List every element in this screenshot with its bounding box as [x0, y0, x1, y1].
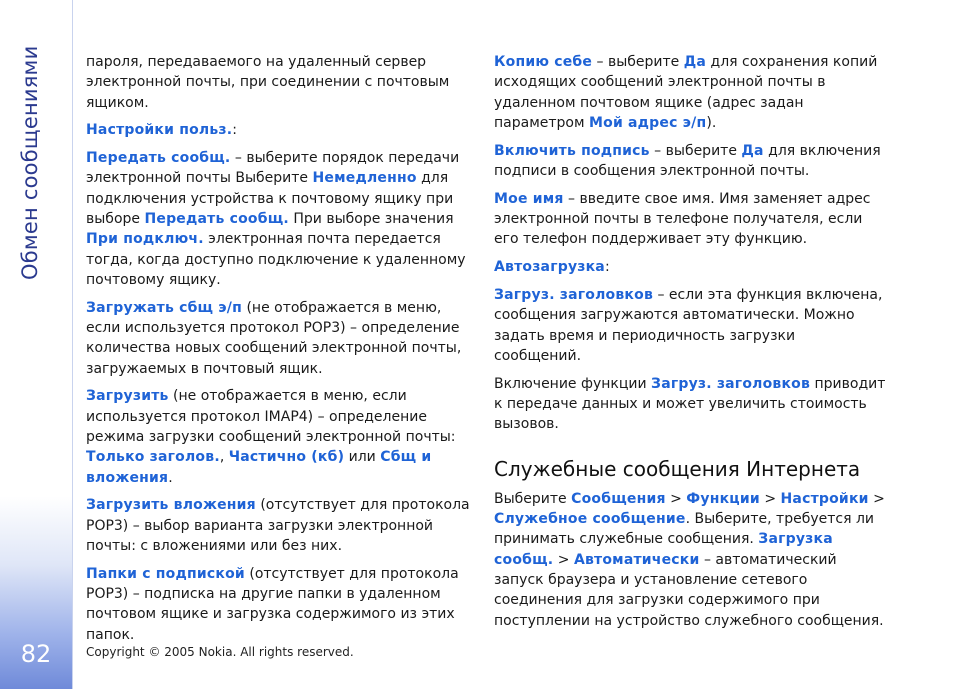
menu-term: Загруз. заголовков	[651, 375, 811, 392]
menu-term: Загружать сбщ э/п	[86, 299, 242, 316]
paragraph-text: (не отображается в меню, если используется протокол IMAP4) – определение режима загрузки сообщений электронной почты:	[86, 388, 456, 446]
paragraph-text: – если эта функция включена, сообщения загружаются автоматически. Можно задать время и периодичность загрузки сообщений.	[494, 286, 883, 364]
menu-term: Загруз. заголовков	[494, 286, 654, 303]
paragraph-text: .	[168, 469, 173, 486]
paragraph-text: >	[553, 551, 574, 568]
menu-term: Да	[741, 142, 764, 159]
section-heading: Служебные сообщения Интернета	[494, 456, 861, 481]
menu-term: Копию себе	[494, 54, 593, 70]
paragraph-text: для включения подписи в сообщения электронной почты.	[494, 142, 881, 179]
paragraph	[86, 298, 471, 379]
paragraph	[86, 564, 471, 645]
menu-term: Загрузить	[86, 388, 169, 405]
menu-term: Передать сообщ.	[144, 211, 289, 228]
paragraph	[86, 52, 471, 113]
menu-term: Немедленно	[312, 170, 417, 187]
paragraph-text: или	[344, 449, 381, 466]
paragraph	[494, 257, 886, 277]
menu-term: Сбщ и вложения	[86, 449, 432, 486]
menu-term: Автозагрузка	[494, 259, 605, 276]
menu-term: Передать сообщ.	[86, 150, 231, 167]
menu-term: Функции	[686, 490, 760, 507]
menu-term: Загрузка сообщ.	[494, 531, 833, 568]
menu-term: Мое имя	[494, 190, 564, 207]
paragraph-text: (отсутствует для протокола POP3) – выбор варианта загрузки электронной почты: с вложениями или без них.	[86, 497, 470, 555]
paragraph	[86, 120, 471, 140]
paragraph	[494, 374, 886, 435]
paragraph-text: ).	[706, 114, 717, 131]
paragraph-text: – введите свое имя. Имя заменяет адрес электронной почты в телефоне получателя, если его телефон поддерживает эту функцию.	[494, 190, 871, 248]
paragraph-text: При выборе значения	[288, 211, 454, 228]
section-title: Обмен сообщениями	[18, 45, 42, 280]
menu-term: Сообщения	[571, 490, 666, 507]
paragraph	[86, 386, 471, 487]
paragraph	[494, 141, 886, 182]
menu-term: Включить подпись	[494, 142, 650, 159]
left-column	[86, 52, 471, 653]
paragraph-text: Включение функции	[494, 375, 652, 392]
paragraph	[86, 148, 471, 290]
paragraph	[494, 52, 886, 133]
paragraph-text: (не отображается в меню, если используется протокол POP3) – определение количества новых сообщений электронной почты, загружаемых в почтовый ящик.	[86, 299, 462, 377]
menu-term: Настройки польз.	[86, 122, 233, 139]
paragraph-text: – выберите	[649, 142, 742, 159]
paragraph-text: приводит к передаче данных и может увеличить стоимость вызовов.	[494, 375, 886, 433]
paragraph-text: :	[604, 259, 610, 276]
paragraph-text: – выберите порядок передачи электронной почты Выберите	[86, 150, 460, 187]
menu-term: Мой адрес э/п	[589, 114, 707, 131]
menu-term: Загрузить вложения	[86, 497, 256, 514]
sidebar	[0, 0, 73, 689]
paragraph-text: ,	[219, 449, 229, 466]
right-column	[494, 52, 886, 638]
menu-term: Автоматически	[573, 551, 700, 568]
paragraph	[494, 189, 886, 250]
menu-term: Служебное сообщение	[494, 511, 686, 528]
paragraph-text: – выберите	[592, 54, 684, 70]
paragraph-text: для подключения устройства к почтовому ящику при выборе	[86, 170, 454, 228]
menu-term: Настройки	[780, 490, 869, 507]
menu-term: Папки с подпиской	[86, 565, 245, 582]
paragraph-text: пароля, передаваемого на удаленный сервер электронной почты, при соединении с почтовым ящиком.	[86, 54, 450, 111]
paragraph-text: . Выберите, требуется ли принимать служебные сообщения.	[494, 511, 874, 548]
paragraph-text: Выберите	[494, 490, 572, 507]
paragraph-text: :	[232, 122, 237, 139]
paragraph-text: – автоматический запуск браузера и установление сетевого соединения для загрузки содержимого при поступлении на устройство служебного сообщения.	[494, 551, 884, 629]
paragraph	[86, 495, 471, 556]
copyright-footer: Copyright © 2005 Nokia. All rights reserved.	[86, 645, 354, 659]
menu-term: При подключ.	[86, 231, 204, 248]
paragraph-text: >	[665, 490, 687, 507]
paragraph	[494, 285, 886, 366]
paragraph-text: >	[868, 490, 885, 507]
paragraph-text: электронная почта передается тогда, когда доступно подключение к удаленному почтовому ящику.	[86, 231, 466, 288]
menu-term: Да	[683, 54, 707, 70]
paragraph-text: для сохранения копий исходящих сообщений электронной почты в удаленном почтовом ящике (адрес задан параметром	[494, 54, 878, 131]
paragraph-text: (отсутствует для протокола POP3) – подписка на другие папки в удаленном почтовом ящике и загрузка содержимого из этих папок.	[86, 565, 459, 643]
page-number: 82	[20, 640, 52, 668]
paragraph	[494, 489, 886, 631]
menu-term: Частично (кб)	[228, 449, 345, 466]
paragraph-text: >	[759, 490, 781, 507]
menu-term: Только заголов.	[86, 449, 220, 466]
